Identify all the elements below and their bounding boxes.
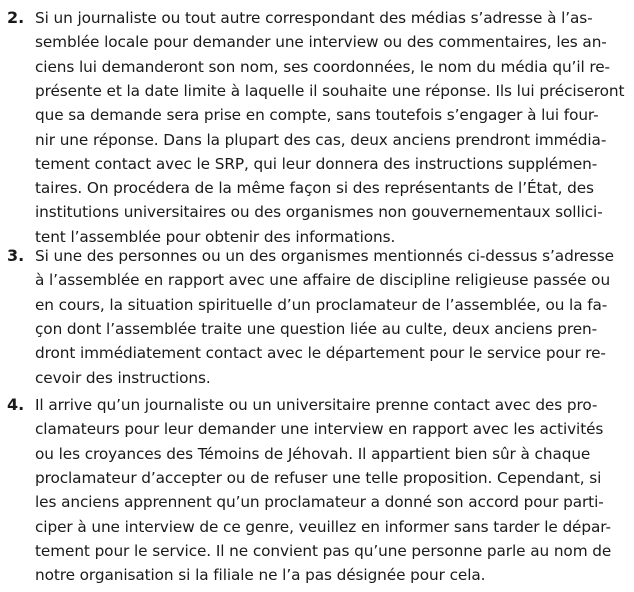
text-line: Il arrive qu’un journaliste ou un universitaire prenne contact avec des pro- xyxy=(35,396,598,414)
text-line: Si un journaliste ou tout autre correspondant des médias s’adresse à l’as- xyxy=(35,9,593,27)
text-line: ou les croyances des Témoins de Jéhovah. Il appartient bien sûr à chaque xyxy=(35,444,591,463)
text-line: que sa demande sera prise en compte, sans toutefois s’engager à lui four- xyxy=(35,106,599,125)
text-line: ciper à une interview de ce genre, veuillez en informer sans tarder le dépar- xyxy=(35,517,611,536)
text-line: taires. On procédera de la même façon si des représentants de l’État, des xyxy=(35,179,594,198)
paragraph-number: 4. xyxy=(7,395,25,414)
text-line: à l’assemblée en rapport avec une affaire de discipline religieuse passée ou xyxy=(35,271,611,290)
text-line: dront immédiatement contact avec le département pour le service pour re- xyxy=(35,344,606,363)
text-line: clamateurs pour leur demander une interview en rapport avec les activités xyxy=(35,420,604,439)
text-line: tent l’assemblée pour obtenir des informations. xyxy=(35,227,396,246)
paragraph-number: 2. xyxy=(7,8,25,27)
text-line: tement pour le service. Il ne convient pas qu’une personne parle au nom de xyxy=(35,541,612,560)
text-line: en cours, la situation spirituelle d’un proclamateur de l’assemblée, ou la fa- xyxy=(35,295,608,314)
text-line: çon dont l’assemblée traite une question liée au culte, deux anciens pren- xyxy=(35,319,598,338)
text-line: présente et la date limite à laquelle il souhaite une réponse. Ils lui préciseront xyxy=(35,81,625,100)
text-line: les anciens apprennent qu’un proclamateur a donné son accord pour parti- xyxy=(35,493,604,512)
paragraph-number: 3. xyxy=(7,246,25,265)
text-line: tement contact avec le SRP, qui leur donnera des instructions supplémen- xyxy=(35,154,598,173)
text-line: cevoir des instructions. xyxy=(35,368,211,387)
text-line: notre organisation si la filiale ne l’a pas désignée pour cela. xyxy=(35,566,486,585)
text-line: ciens lui demanderont son nom, ses coordonnées, le nom du média qu’il re- xyxy=(35,57,610,76)
text-line: proclamateur d’accepter ou de refuser une telle proposition. Cependant, si xyxy=(35,468,602,487)
text-line: institutions universitaires ou des organismes non gouvernementaux sollici- xyxy=(35,203,603,222)
text-line: semblée locale pour demander une interview ou des commentaires, les an- xyxy=(35,33,607,52)
text-line: nir une réponse. Dans la plupart des cas, deux anciens prendront immédia- xyxy=(35,130,607,149)
text-line: Si une des personnes ou un des organismes mentionnés ci-dessus s’adresse xyxy=(35,247,614,265)
